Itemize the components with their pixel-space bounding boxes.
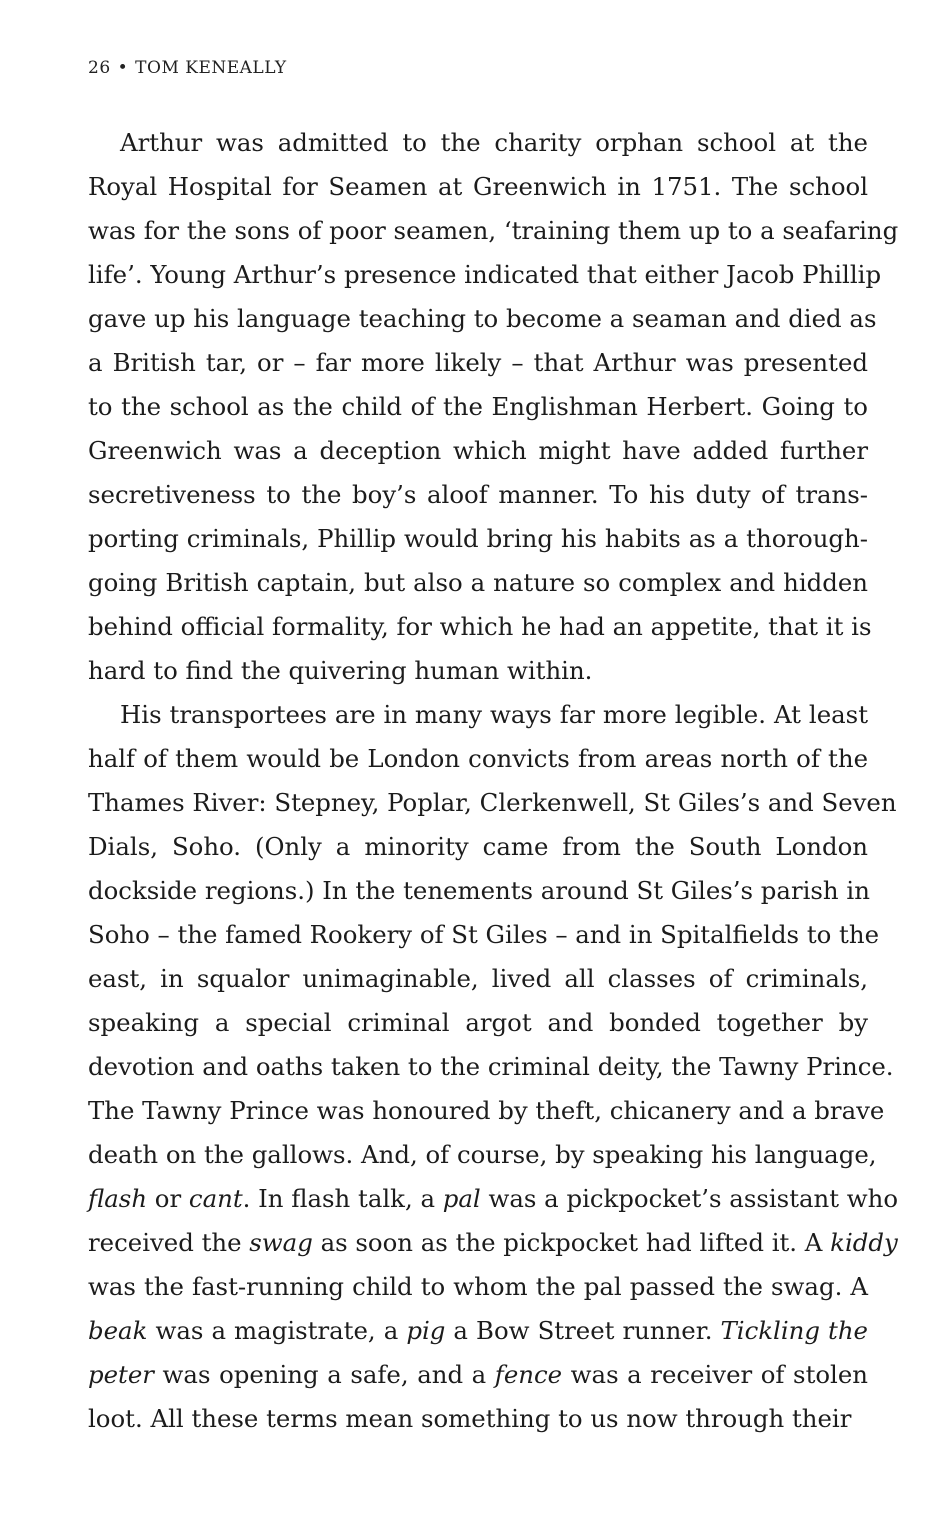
italic-term: Tickling the bbox=[720, 1316, 868, 1345]
text-run: dockside regions.) In the tenements around St Giles’s parish in bbox=[88, 876, 870, 905]
text-run: or bbox=[147, 1184, 189, 1213]
text-run: behind official formality, for which he had an appetite, that it is bbox=[88, 612, 872, 641]
text-line bbox=[88, 737, 868, 781]
text-line bbox=[88, 165, 868, 209]
text-run: . In flash talk, a bbox=[242, 1184, 443, 1213]
text-run: as soon as the pickpocket had lifted it. A bbox=[312, 1228, 831, 1257]
text-run: gave up his language teaching to become a seaman and died as bbox=[88, 304, 877, 333]
text-run: was opening a safe, and a bbox=[153, 1360, 495, 1389]
text-run: Dials, Soho. (Only a minority came from the South London bbox=[88, 832, 868, 861]
italic-term: pal bbox=[442, 1184, 481, 1213]
paragraph bbox=[88, 121, 899, 693]
text-line bbox=[88, 473, 868, 517]
text-run: was a pickpocket’s assistant who bbox=[480, 1184, 899, 1213]
text-run: was the fast-running child to whom the pal passed the swag. A bbox=[88, 1272, 868, 1301]
text-line bbox=[88, 1001, 868, 1045]
text-line bbox=[88, 825, 868, 869]
text-run: His transportees are in many ways far more legible. At least bbox=[120, 700, 868, 729]
text-line bbox=[88, 1397, 868, 1441]
text-line bbox=[88, 1089, 885, 1133]
text-line bbox=[88, 605, 872, 649]
text-line bbox=[88, 781, 897, 825]
running-head bbox=[88, 58, 287, 78]
text-line bbox=[88, 1133, 877, 1177]
text-run: Royal Hospital for Seamen at Greenwich in 1751. The school bbox=[88, 172, 868, 201]
text-run: east, in squalor unimaginable, lived all classes of criminals, bbox=[88, 964, 868, 993]
text-line bbox=[88, 209, 899, 253]
header-separator: • bbox=[117, 58, 129, 78]
text-line bbox=[88, 693, 868, 737]
italic-term: beak bbox=[88, 1316, 148, 1345]
text-line bbox=[88, 1353, 868, 1397]
text-line bbox=[88, 1177, 899, 1221]
text-line bbox=[88, 297, 877, 341]
text-run: going British captain, but also a nature so complex and hidden bbox=[88, 568, 868, 597]
text-line bbox=[88, 1221, 898, 1265]
text-run: life’. Young Arthur’s presence indicated that either Jacob Phillip bbox=[88, 260, 882, 289]
text-run: half of them would be London convicts from areas north of the bbox=[88, 744, 868, 773]
text-run: porting criminals, Phillip would bring his habits as a thorough- bbox=[88, 524, 868, 553]
text-run: loot. All these terms mean something to us now through their bbox=[88, 1404, 852, 1433]
paragraph bbox=[88, 693, 899, 1441]
text-line bbox=[88, 561, 868, 605]
text-run: was a magistrate, a bbox=[147, 1316, 407, 1345]
italic-term: peter bbox=[88, 1360, 154, 1389]
author-name: TOM KENEALLY bbox=[135, 58, 287, 78]
text-run: devotion and oaths taken to the criminal deity, the Tawny Prince. bbox=[88, 1052, 894, 1081]
text-run: Arthur was admitted to the charity orphan school at the bbox=[120, 128, 868, 157]
text-run: hard to find the quivering human within. bbox=[88, 656, 593, 685]
page-number: 26 bbox=[88, 58, 111, 78]
italic-term: pig bbox=[406, 1316, 446, 1345]
text-line bbox=[88, 1309, 868, 1353]
text-run: speaking a special criminal argot and bonded together by bbox=[88, 1008, 868, 1037]
text-line bbox=[88, 913, 880, 957]
text-run: was for the sons of poor seamen, ‘training them up to a seafaring bbox=[88, 216, 899, 245]
text-run: Greenwich was a deception which might have added further bbox=[88, 436, 868, 465]
body-text bbox=[88, 121, 899, 1441]
italic-term: kiddy bbox=[830, 1228, 898, 1257]
text-run: received the bbox=[88, 1228, 250, 1257]
text-run: The Tawny Prince was honoured by theft, chicanery and a brave bbox=[88, 1096, 885, 1125]
text-line bbox=[88, 517, 868, 561]
text-run: a British tar, or – far more likely – that Arthur was presented bbox=[88, 348, 868, 377]
italic-term: fence bbox=[494, 1360, 563, 1389]
text-run: Thames River: Stepney, Poplar, Clerkenwell, St Giles’s and Seven bbox=[88, 788, 897, 817]
text-run: a Bow Street runner. bbox=[445, 1316, 721, 1345]
text-line bbox=[88, 385, 868, 429]
text-run: was a receiver of stolen bbox=[562, 1360, 868, 1389]
text-line bbox=[88, 869, 868, 913]
text-line bbox=[88, 1265, 868, 1309]
text-run: to the school as the child of the Englishman Herbert. Going to bbox=[88, 392, 868, 421]
text-run: secretiveness to the boy’s aloof manner. To his duty of trans- bbox=[88, 480, 868, 509]
text-line bbox=[88, 341, 868, 385]
text-line bbox=[88, 253, 882, 297]
text-line bbox=[88, 429, 868, 473]
text-run: Soho – the famed Rookery of St Giles – and in Spitalfields to the bbox=[88, 920, 880, 949]
text-line bbox=[88, 957, 868, 1001]
text-run: death on the gallows. And, of course, by speaking his language, bbox=[88, 1140, 877, 1169]
text-line bbox=[88, 1045, 894, 1089]
text-line bbox=[88, 121, 868, 165]
italic-term: swag bbox=[249, 1228, 313, 1257]
italic-term: cant bbox=[188, 1184, 243, 1213]
text-line bbox=[88, 649, 868, 693]
italic-term: flash bbox=[88, 1184, 148, 1213]
